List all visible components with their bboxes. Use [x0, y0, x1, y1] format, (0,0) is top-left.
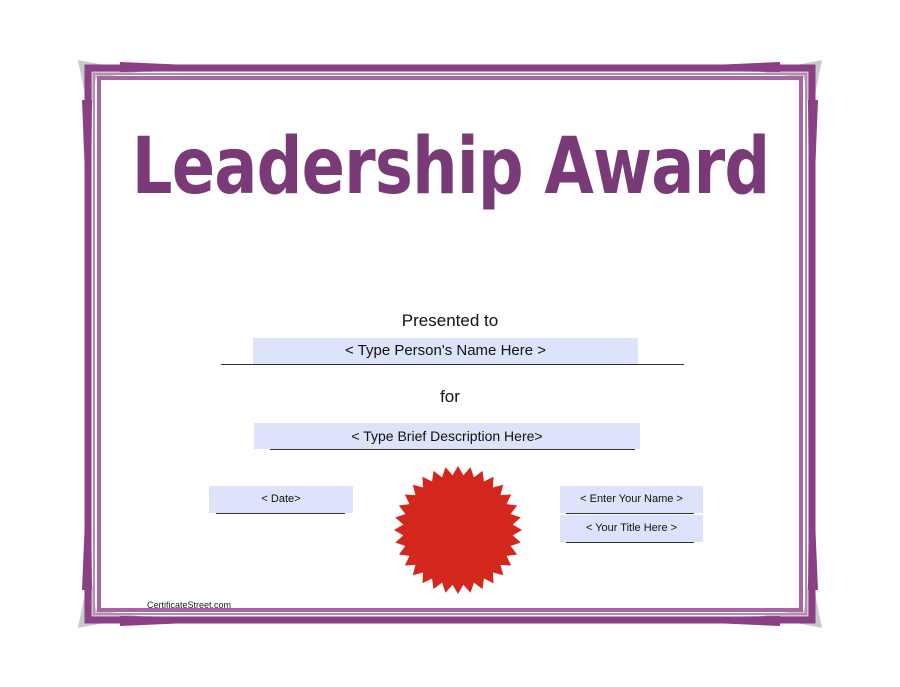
certificate-title: Leadership Award	[131, 122, 770, 212]
presented-to-label: Presented to	[401, 311, 499, 330]
signer-name-underline	[566, 513, 694, 514]
recipient-name-field[interactable]	[253, 338, 638, 364]
recipient-underline	[221, 364, 684, 365]
description-text: < Type Brief Description Here>	[351, 428, 543, 444]
footer-credit: CertificateStreet.com	[147, 600, 232, 610]
for-label: for	[440, 387, 460, 406]
signer-name-field[interactable]	[560, 486, 703, 513]
red-seal-icon	[393, 465, 523, 595]
description-underline	[270, 449, 635, 450]
date-underline	[216, 513, 345, 514]
description-field[interactable]	[254, 423, 640, 449]
signer-title-text: < Your Title Here >	[585, 522, 678, 534]
signer-name-text: < Enter Your Name >	[580, 493, 683, 505]
recipient-name-text: < Type Person's Name Here >	[344, 342, 547, 359]
date-field[interactable]	[209, 486, 353, 513]
signer-title-underline	[566, 542, 694, 543]
signer-title-field[interactable]	[560, 515, 703, 542]
date-text: < Date>	[261, 493, 301, 505]
